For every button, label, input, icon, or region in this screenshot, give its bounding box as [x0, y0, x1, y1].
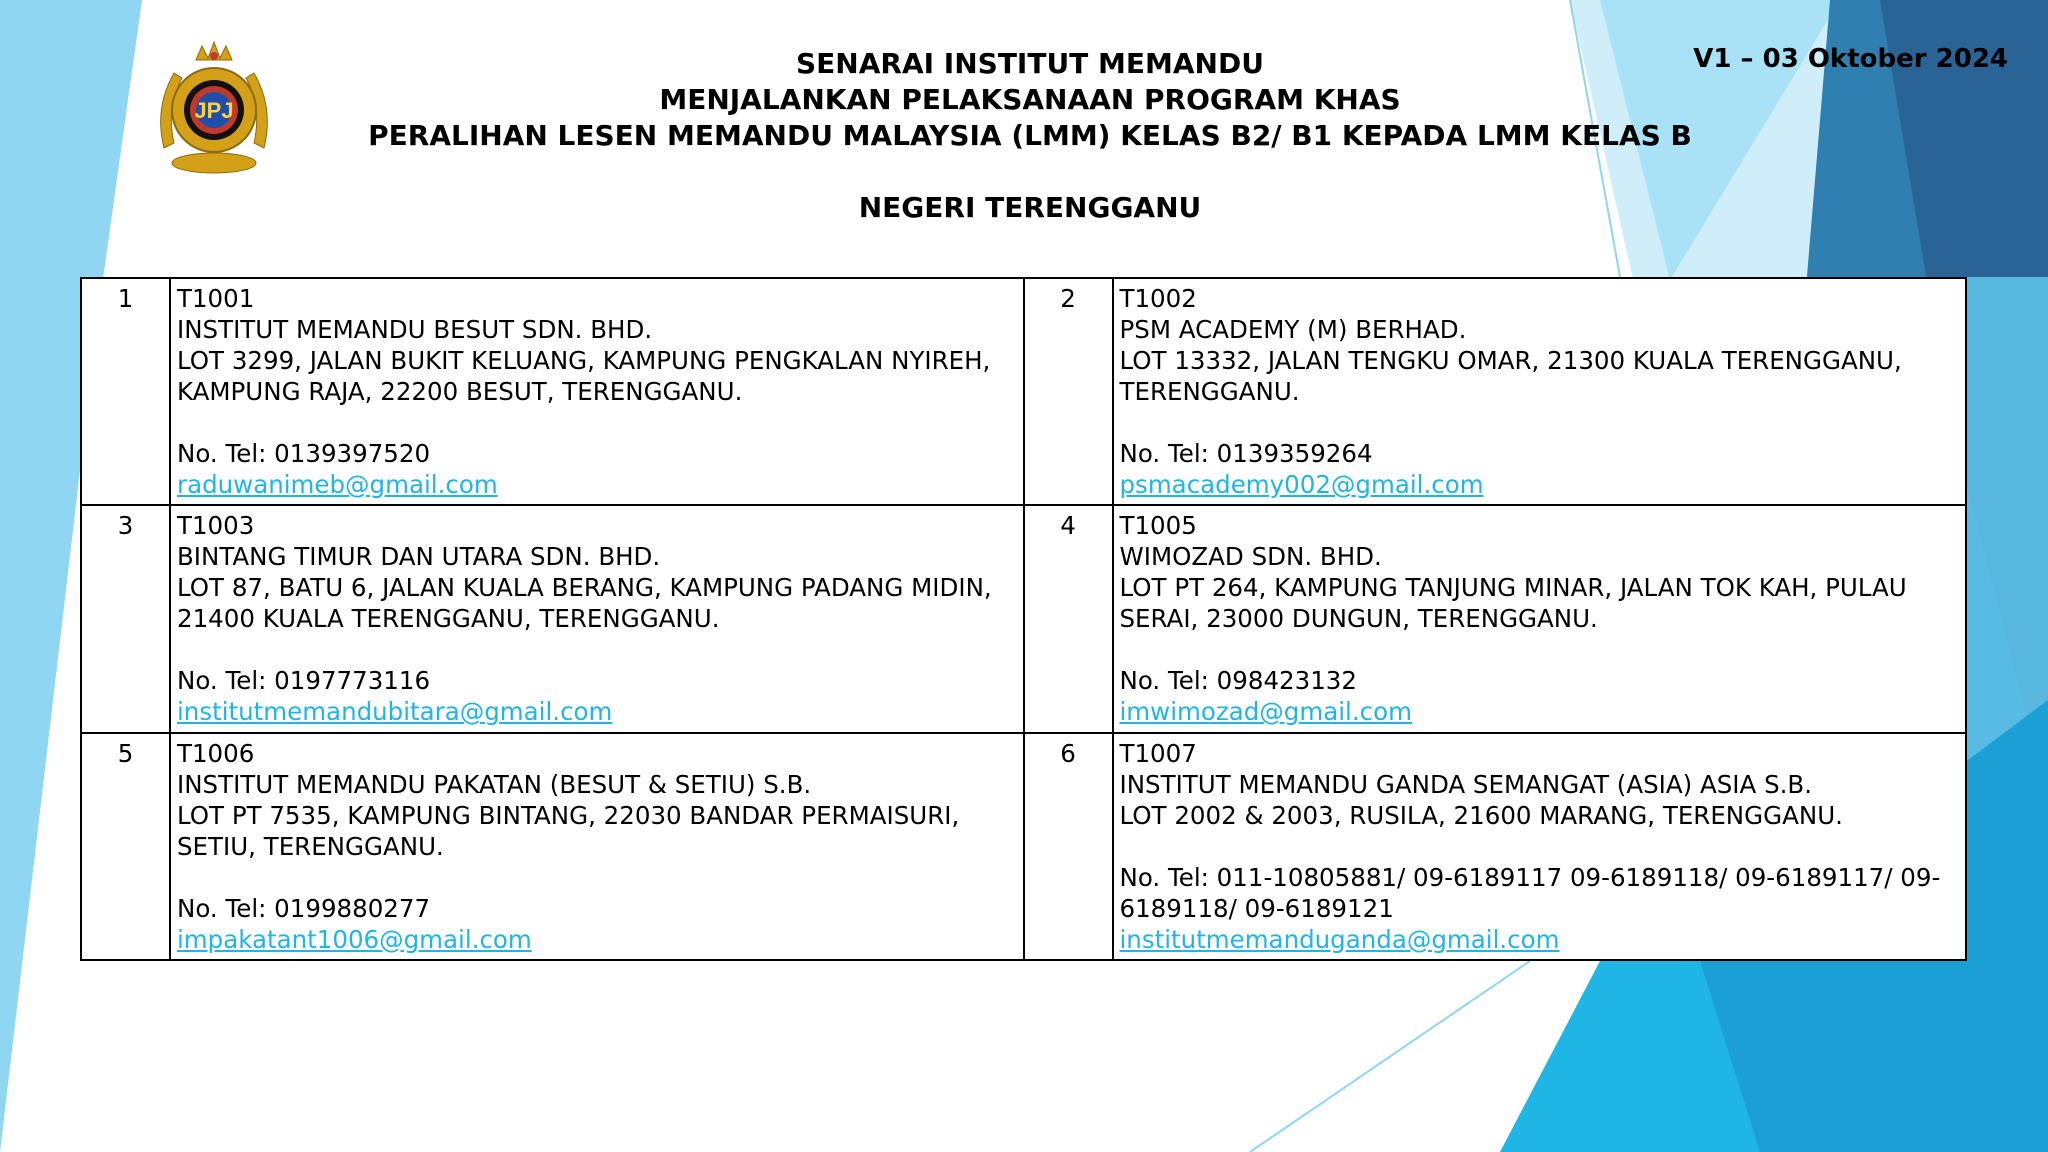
institute-code: T1006 [177, 738, 255, 768]
institute-phone: No. Tel: 0197773116 [177, 666, 431, 696]
institute-address: LOT 2002 & 2003, RUSILA, 21600 MARANG, TERENGGANU. [1119, 800, 1843, 830]
title-line-2: MENJALANKAN PELAKSANAAN PROGRAM KHAS [659, 83, 1401, 116]
institute-phone: No. Tel: 0199880277 [177, 893, 431, 923]
institute-address: LOT PT 7535, KAMPUNG BINTANG, 22030 BANDAR PERMAISURI, SETIU, TERENGGANU. [177, 800, 960, 861]
institute-address: LOT PT 264, KAMPUNG TANJUNG MINAR, JALAN TOK KAH, PULAU SERAI, 23000 DUNGUN, TERENGGANU. [1119, 573, 1907, 634]
entry-number: 1 [81, 278, 170, 505]
spacer [177, 407, 1017, 438]
institute-code: T1007 [1119, 738, 1197, 768]
entry-number: 2 [1024, 278, 1113, 505]
institute-address: LOT 3299, JALAN BUKIT KELUANG, KAMPUNG PENGKALAN NYIREH, KAMPUNG RAJA, 22200 BESUT, TERENGGANU. [177, 346, 991, 406]
institute-entry [1113, 505, 1967, 732]
institute-address: LOT 87, BATU 6, JALAN KUALA BERANG, KAMPUNG PADANG MIDIN, 21400 KUALA TERENGGANU, TERENGGANU. [177, 573, 992, 634]
institute-name: WIMOZAD SDN. BHD. [1119, 542, 1382, 572]
spacer [1120, 634, 1960, 665]
institute-email-link[interactable]: raduwanimeb@gmail.com [177, 470, 498, 499]
institute-phone: No. Tel: 0139397520 [177, 439, 431, 468]
svg-text:JPJ: JPJ [194, 98, 234, 123]
institute-entry [1113, 733, 1967, 960]
institute-table [80, 277, 1967, 961]
title-line-3: PERALIHAN LESEN MEMANDU MALAYSIA (LMM) KELAS B2/ B1 KEPADA LMM KELAS B [368, 119, 1692, 152]
institute-email-link[interactable]: psmacademy002@gmail.com [1119, 470, 1484, 499]
institute-name: BINTANG TIMUR DAN UTARA SDN. BHD. [177, 542, 661, 572]
entry-number: 5 [81, 733, 170, 960]
institute-email-link[interactable]: institutmemanduganda@gmail.com [1119, 924, 1560, 954]
spacer [1120, 407, 1960, 438]
institute-entry [170, 505, 1024, 732]
institute-phone: No. Tel: 0139359264 [1119, 439, 1373, 468]
spacer [1120, 831, 1960, 862]
institute-entry [170, 733, 1024, 960]
institute-name: INSTITUT MEMANDU BESUT SDN. BHD. [177, 315, 653, 344]
table-row [81, 505, 1966, 732]
institute-name: PSM ACADEMY (M) BERHAD. [1119, 315, 1467, 344]
table-row [81, 733, 1966, 960]
institute-entry [170, 278, 1024, 505]
title-line-1: SENARAI INSTITUT MEMANDU [796, 47, 1264, 80]
institute-code: T1002 [1119, 284, 1197, 313]
jpj-crest-logo [144, 38, 284, 178]
institute-name: INSTITUT MEMANDU GANDA SEMANGAT (ASIA) ASIA S.B. [1119, 769, 1813, 799]
entry-number: 6 [1024, 733, 1113, 960]
state-heading: NEGERI TERENGGANU [858, 191, 1202, 224]
institute-address: LOT 13332, JALAN TENGKU OMAR, 21300 KUALA TERENGGANU, TERENGGANU. [1119, 346, 1902, 406]
institute-phone: No. Tel: 098423132 [1119, 666, 1357, 696]
institute-email-link[interactable]: imwimozad@gmail.com [1119, 697, 1412, 727]
institute-entry [1113, 278, 1967, 505]
institute-code: T1001 [177, 284, 255, 313]
entry-number: 3 [81, 505, 170, 732]
institute-phone: No. Tel: 011-10805881/ 09-6189117 09-6189118/ 09-6189117/ 09-6189118/ 09-6189121 [1119, 862, 1941, 923]
version-label: V1 – 03 Oktober 2024 [1693, 44, 2008, 74]
entry-number: 4 [1024, 505, 1113, 732]
table-row [81, 278, 1966, 505]
institute-code: T1005 [1119, 511, 1197, 541]
spacer [177, 862, 1017, 893]
institute-email-link[interactable]: impakatant1006@gmail.com [177, 924, 532, 954]
institute-email-link[interactable]: institutmemandubitara@gmail.com [177, 697, 613, 727]
institute-name: INSTITUT MEMANDU PAKATAN (BESUT & SETIU) S.B. [177, 769, 812, 799]
spacer [177, 634, 1017, 665]
institute-code: T1003 [177, 511, 255, 541]
